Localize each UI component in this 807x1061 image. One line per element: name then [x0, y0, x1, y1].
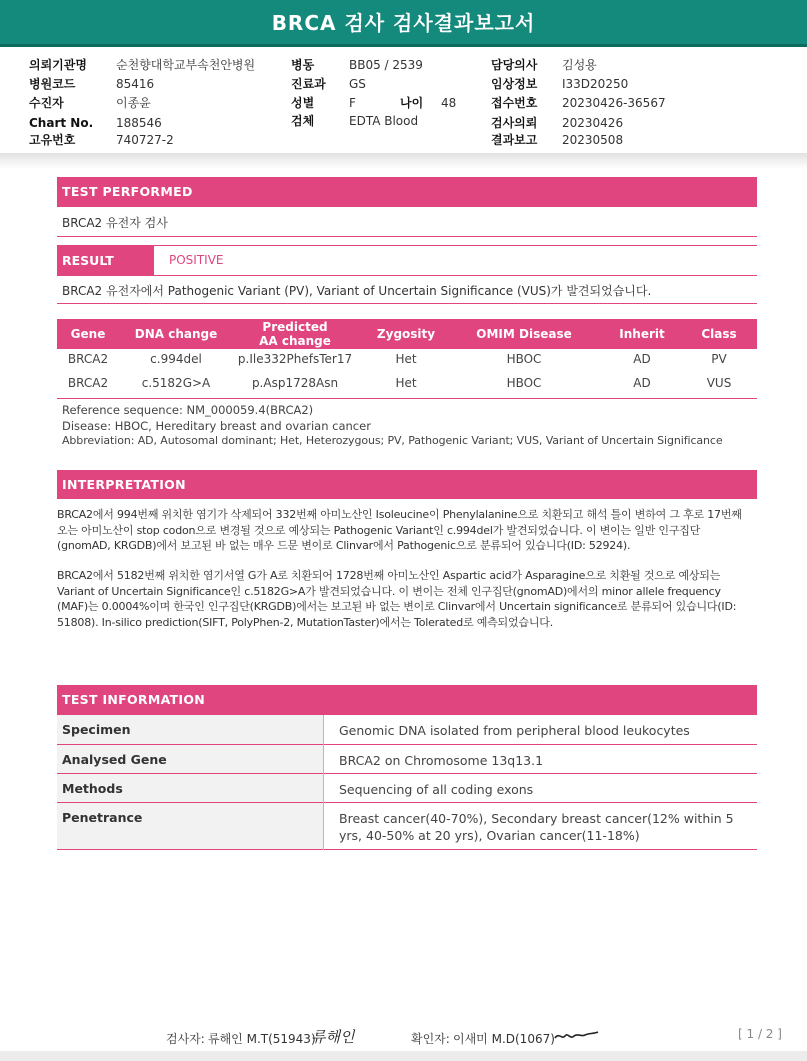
- col-omim-disease: OMIM Disease: [476, 327, 572, 341]
- header-label: 검체: [291, 114, 315, 128]
- dna-change-cell: c.5182G>A: [141, 376, 211, 390]
- interpretation-paragraph-2: [57, 568, 757, 630]
- text-line: BRCA2에서 994번째 위치한 염기가 삭제되어 332번째 아미노산인 Isoleucine이 Phenylalanine으로 치환되고 해석 틀이 변하여 그 후로 17번째: [57, 508, 742, 521]
- analysed-gene-value: BRCA2 on Chromosome 13q13.1: [339, 753, 544, 768]
- table-row: [57, 803, 757, 850]
- divider: [57, 245, 757, 246]
- header-label: 수진자: [29, 96, 64, 110]
- col-class: Class: [701, 327, 737, 341]
- divider: [57, 275, 757, 276]
- methods-value: Sequencing of all coding exons: [339, 782, 534, 797]
- report-title: BRCA 검사 검사결과보고서: [0, 0, 807, 47]
- test-performed-text: BRCA2 유전자 검사: [62, 216, 168, 230]
- chart-number: 188546: [116, 116, 162, 130]
- column-divider: [323, 715, 324, 850]
- text-line: (MAF)는 0.0004%이며 한국인 인구집단(KRGDB)에서는 보고된 바 없는 변이로 Clinvar에서 Uncertain significance로 분류되어 있습니다(ID:: [57, 600, 737, 614]
- dna-change-cell: c.994del: [150, 352, 202, 366]
- age: 48: [441, 96, 457, 110]
- col-dna-change: DNA change: [134, 327, 218, 341]
- header-label: Chart No.: [29, 116, 94, 130]
- gene-cell: BRCA2: [67, 376, 109, 390]
- zygosity-cell: Het: [395, 376, 417, 390]
- penetrance-label: Penetrance: [57, 803, 324, 849]
- inherit-cell: AD: [633, 376, 651, 390]
- confirm-name: 이새미 M.D(1067): [453, 1032, 555, 1046]
- header-label: 검사의뢰: [491, 116, 538, 130]
- interpretation-heading: INTERPRETATION: [57, 470, 757, 499]
- divider: [57, 303, 757, 304]
- col-predicted: Predicted: [262, 320, 328, 334]
- test-performed-heading: TEST PERFORMED: [57, 177, 757, 207]
- hospital-name: 순천향대학교부속천안병원: [116, 58, 256, 72]
- patient-info-header: [0, 50, 807, 153]
- aa-change-cell: p.Ile332PhefsTer17: [237, 352, 353, 366]
- penetrance-value: Breast cancer(40-70%), Secondary breast cancer(12% within 5 yrs, 40-50% at 20 yrs), Ovarian cancer(11-18%): [339, 811, 734, 843]
- inherit-cell: AD: [633, 352, 651, 366]
- table-row: [57, 745, 757, 774]
- confirmer-signature: [553, 1028, 599, 1044]
- text-line: 오는 아미노산이 stop codon으로 변경될 것으로 예상되는 Pathogenic Variant인 c.994del가 발견되었습니다. 이 변이는 일반 인구집단: [57, 523, 701, 537]
- disease-cell: HBOC: [506, 376, 542, 390]
- specimen-value: Genomic DNA isolated from peripheral blood leukocytes: [339, 723, 690, 738]
- report-date: 20230508: [562, 133, 624, 147]
- result-summary: BRCA2 유전자에서 Pathogenic Variant (PV), Variant of Uncertain Significance (VUS)가 발견되었습니다.: [62, 284, 652, 298]
- header-field: 의뢰기관명: [29, 58, 87, 72]
- header-label: 접수번호: [491, 96, 538, 110]
- disease-note: Disease: HBOC, Hereditary breast and ovarian cancer: [62, 419, 371, 433]
- divider: [57, 236, 757, 237]
- header-label: 나이: [400, 96, 424, 110]
- gene-cell: BRCA2: [67, 352, 109, 366]
- zygosity-cell: Het: [395, 352, 417, 366]
- text-line: 51808). In-silico prediction(SIFT, PolyPhen-2, MutationTaster)에서는 Tolerated로 예측되었습니다.: [57, 615, 553, 629]
- tester-signature: 류해인: [311, 1028, 355, 1046]
- header-label: 임상정보: [491, 77, 538, 91]
- header-label: 진료과: [291, 77, 326, 91]
- header-label: 고유번호: [29, 133, 76, 147]
- table-row: [57, 774, 757, 803]
- specimen-label: Specimen: [57, 715, 324, 744]
- analysed-gene-label: Analysed Gene: [57, 745, 324, 773]
- ward: BB05 / 2539: [349, 58, 423, 72]
- header-label: 담당의사: [491, 58, 538, 72]
- accession-number: 20230426-36567: [562, 96, 666, 110]
- header-label: 병원코드: [29, 77, 76, 91]
- test-information-heading: TEST INFORMATION: [57, 685, 757, 715]
- clinical-info: I33D20250: [562, 77, 629, 91]
- department: GS: [349, 77, 366, 91]
- col-zygosity: Zygosity: [376, 327, 436, 341]
- table-row: [57, 376, 757, 398]
- variant-table-header: [57, 319, 757, 349]
- unique-number: 740727-2: [116, 133, 174, 147]
- text-line: BRCA2에서 5182번째 위치한 염기서열 G가 A로 치환되어 1728번째 아미노산인 Aspartic acid가 Asparagine으로 치환될 것으로 예상되는: [57, 569, 721, 582]
- abbreviation-note: Abbreviation: AD, Autosomal dominant; Het, Heterozygous; PV, Pathogenic Variant; VUS, Variant of Uncertain Significance: [62, 434, 723, 447]
- aa-change-cell: p.Asp1728Asn: [251, 376, 339, 390]
- class-cell: PV: [711, 352, 727, 366]
- header-label: 병동: [291, 58, 315, 72]
- bottom-band: [0, 1051, 807, 1061]
- reference-note: Reference sequence: NM_000059.4(BRCA2): [62, 403, 314, 417]
- class-cell: VUS: [706, 376, 732, 390]
- divider: [57, 398, 757, 399]
- header-label: 결과보고: [491, 133, 538, 147]
- col-inherit: Inherit: [619, 327, 665, 341]
- specimen-type: EDTA Blood: [349, 114, 419, 128]
- hospital-code: 85416: [116, 77, 155, 91]
- tester-name: 류해인 M.T(51943): [208, 1032, 316, 1046]
- col-aa-change: AA change: [259, 334, 331, 348]
- confirm-label: 확인자:: [411, 1032, 450, 1046]
- col-gene: Gene: [70, 327, 106, 341]
- sex: F: [349, 96, 356, 110]
- methods-label: Methods: [57, 774, 324, 802]
- page-indicator: [ 1 / 2 ]: [738, 1027, 782, 1041]
- table-row: [57, 352, 757, 374]
- result-heading: RESULT: [57, 246, 154, 275]
- patient-name: 이종윤: [116, 96, 151, 110]
- result-value: POSITIVE: [169, 253, 224, 267]
- interpretation-paragraph-1: [57, 507, 757, 554]
- table-row: [57, 715, 757, 745]
- request-date: 20230426: [562, 116, 624, 130]
- text-line: Variant of Uncertain Significance인 c.5182G>A가 발견되었습니다. 이 변이는 전체 인구집단(gnomAD)에서의 minor allele frequency: [57, 584, 721, 598]
- tester-label: 검사자:: [166, 1032, 205, 1046]
- header-divider: [0, 153, 807, 169]
- text-line: (gnomAD, KRGDB)에서 보고된 바 없는 매우 드문 변이로 Clinvar에서 Pathogenic으로 분류되어 있습니다(ID: 52924).: [57, 539, 631, 553]
- header-label: 성별: [291, 96, 315, 110]
- disease-cell: HBOC: [506, 352, 542, 366]
- doctor: 김성용: [562, 58, 597, 72]
